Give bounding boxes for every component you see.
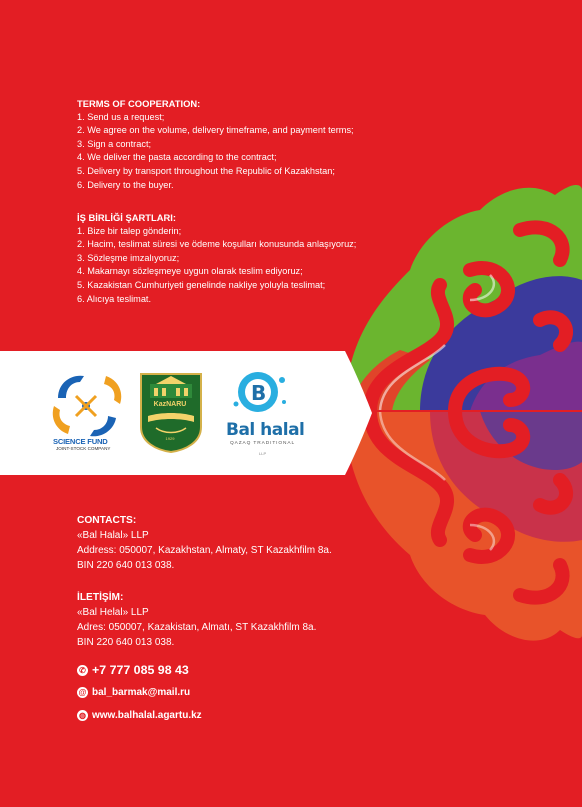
kaznaru-name: KazNARU	[153, 401, 187, 408]
email-address: bal_barmak@mail.ru	[92, 687, 191, 698]
terms-english-item: 2. We agree on the volume, delivery timeframe, and payment terms;	[77, 125, 354, 136]
terms-english-item: 1. Send us a request;	[77, 111, 165, 122]
email-icon: @	[78, 688, 87, 697]
contacts-english	[77, 513, 332, 573]
contacts-turkish	[77, 590, 316, 650]
website-line[interactable]	[77, 710, 202, 721]
phone-line[interactable]	[77, 663, 189, 677]
terms-turkish-item: 3. Sözleşme imzalıyoruz;	[77, 252, 180, 263]
terms-english-item: 3. Sign a contract;	[77, 138, 152, 149]
phone-icon: ✆	[77, 665, 88, 676]
email-line[interactable]	[77, 687, 190, 698]
terms-english-heading: TERMS OF COOPERATION:	[77, 98, 201, 109]
contacts-english-company: «Bal Halal» LLP	[77, 530, 149, 541]
science-fund-subtitle: JOINT-STOCK COMPANY	[56, 446, 111, 451]
science-fund-name: SCIENCE FUND	[53, 437, 108, 446]
website-url: www.balhalal.agartu.kz	[92, 710, 202, 721]
terms-turkish-item: 6. Alıcıya teslimat.	[77, 293, 152, 304]
kaznaru-year: 1929	[165, 436, 175, 441]
terms-turkish-item: 5. Kazakistan Cumhuriyeti genelinde nakliye yoluyla teslimat;	[77, 279, 326, 290]
bal-halal-logo	[222, 368, 312, 460]
terms-turkish-item: 2. Hacim, teslimat süresi ve ödeme koşulları konusunda anlaşıyoruz;	[77, 239, 357, 250]
kaznaru-logo	[136, 372, 206, 454]
contacts-english-heading: CONTACTS:	[77, 515, 137, 526]
svg-text:B: B	[251, 381, 267, 405]
contacts-english-address: Address: 050007, Kazakhstan, Almaty, ST Kazakhfilm 8a.	[77, 545, 332, 556]
terms-english-item: 6. Delivery to the buyer.	[77, 179, 174, 190]
contacts-turkish-bin: BIN 220 640 013 038.	[77, 637, 175, 648]
terms-turkish-heading: İŞ BİRLİĞİ ŞARTLARI:	[77, 212, 176, 223]
bal-halal-llp: LLP	[259, 451, 267, 456]
globe-icon: ◍	[77, 710, 88, 721]
terms-turkish	[77, 211, 356, 306]
terms-english-item: 5. Delivery by transport throughout the Republic of Kazakhstan;	[77, 165, 335, 176]
contacts-turkish-company: «Bal Helal» LLP	[77, 607, 149, 618]
contacts-english-bin: BIN 220 640 013 038.	[77, 560, 175, 571]
terms-turkish-item: 1. Bize bir talep gönderin;	[77, 225, 182, 236]
terms-turkish-item: 4. Makarnayı sözleşmeye uygun olarak teslim ediyoruz;	[77, 266, 303, 277]
phone-number: +7 777 085 98 43	[92, 663, 189, 677]
terms-english	[77, 97, 354, 192]
terms-english-item: 4. We deliver the pasta according to the contract;	[77, 152, 277, 163]
contacts-turkish-address: Adres: 050007, Kazakistan, Almatı, ST Kazakhfilm 8a.	[77, 622, 317, 633]
bal-halal-name: Bal halal	[226, 420, 305, 440]
bal-halal-subtitle: QAZAQ TRADITIONAL	[230, 441, 296, 446]
contacts-turkish-heading: İLETİŞİM:	[77, 592, 124, 603]
